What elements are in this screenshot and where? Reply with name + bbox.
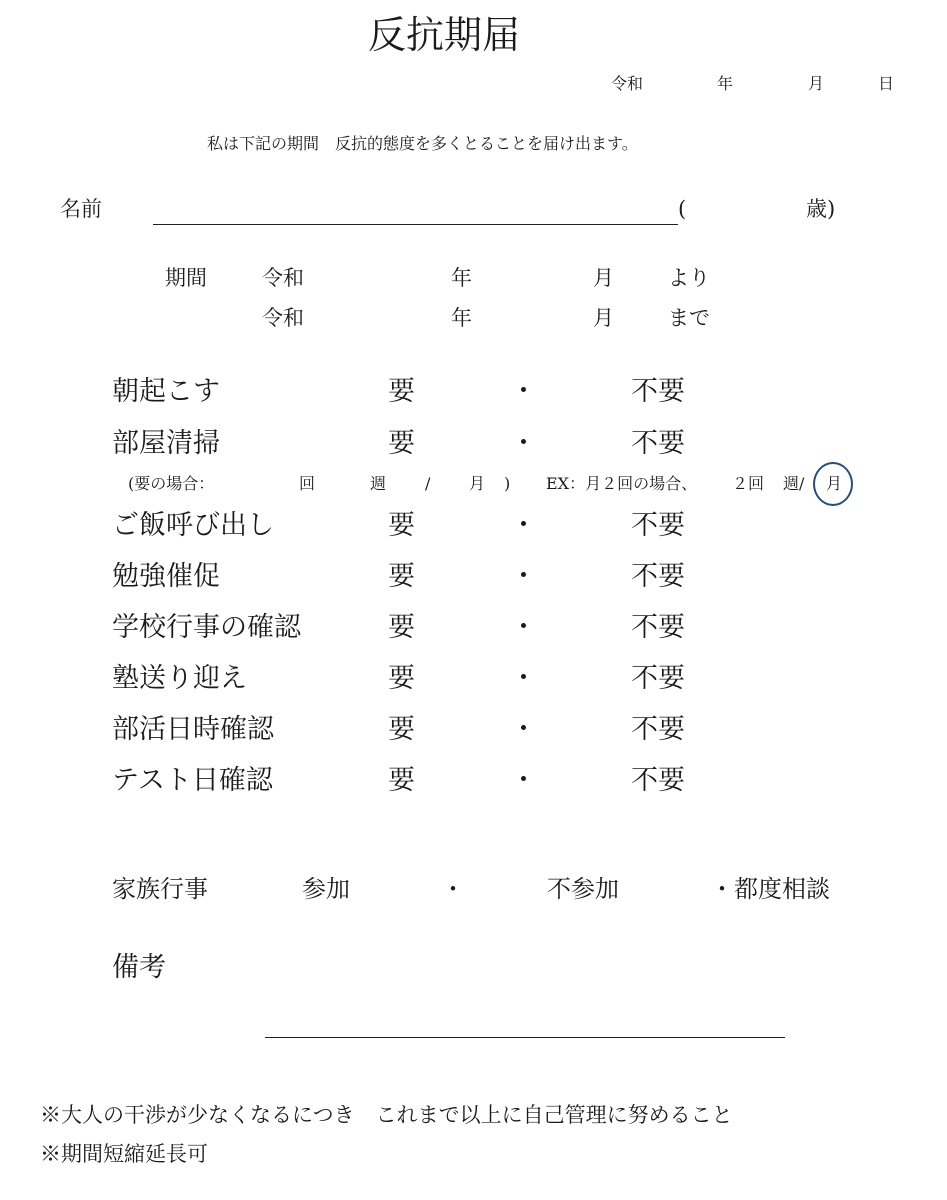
item-yes-option: 要 xyxy=(388,714,415,745)
cleaning-note-example-times: ２回 xyxy=(732,474,765,493)
item-yes-option: 要 xyxy=(388,510,415,541)
item-separator: ・ xyxy=(510,612,537,643)
intro-statement: 私は下記の期間 反抗的態度を多くとることを届け出ます。 xyxy=(207,134,638,153)
item-no-option: 不要 xyxy=(631,714,685,745)
item-no-option: 不要 xyxy=(631,428,685,459)
item-no-option: 不要 xyxy=(631,510,685,541)
date-year-unit: 年 xyxy=(717,74,734,93)
item-label: 学校行事の確認 xyxy=(112,612,301,643)
cleaning-note-close: ) xyxy=(504,474,511,493)
item-separator: ・ xyxy=(510,663,537,694)
period-from-year: 年 xyxy=(451,266,472,290)
item-yes-option: 要 xyxy=(388,663,415,694)
item-label: 朝起こす xyxy=(112,376,220,407)
note-line: ※大人の干渉が少なくなるにつき これまで以上に自己管理に努めること xyxy=(40,1103,733,1127)
family-events-label: 家族行事 xyxy=(112,875,208,903)
item-yes-option: 要 xyxy=(388,561,415,592)
item-no-option: 不要 xyxy=(631,663,685,694)
item-yes-option: 要 xyxy=(388,376,415,407)
cleaning-note-times: 回 xyxy=(299,474,316,493)
item-no-option: 不要 xyxy=(631,561,685,592)
period-to-suffix: まで xyxy=(668,306,710,330)
document-title: 反抗期届 xyxy=(368,13,521,57)
cleaning-note-week: 週 xyxy=(370,474,387,493)
note-line: ※期間短縮延長可 xyxy=(40,1142,208,1166)
item-label: 部活日時確認 xyxy=(112,714,274,745)
cleaning-note-example-week: 週/ xyxy=(783,474,805,493)
cleaning-note-month: 月 xyxy=(469,474,486,493)
family-no-join-option: 不参加 xyxy=(547,875,619,903)
item-separator: ・ xyxy=(510,561,537,592)
date-day-unit: 日 xyxy=(878,74,895,93)
family-consult-option: ・都度相談 xyxy=(710,875,830,903)
remarks-underline xyxy=(265,1037,785,1038)
period-from-era: 令和 xyxy=(262,266,304,290)
item-yes-option: 要 xyxy=(388,612,415,643)
cleaning-note-example-month: 月 xyxy=(826,474,843,493)
example-circle-mark xyxy=(813,462,853,506)
period-to-year: 年 xyxy=(451,306,472,330)
item-label: 部屋清掃 xyxy=(112,428,220,459)
item-separator: ・ xyxy=(510,376,537,407)
item-separator: ・ xyxy=(510,714,537,745)
item-no-option: 不要 xyxy=(631,376,685,407)
item-separator: ・ xyxy=(510,765,537,796)
age-unit: 歳) xyxy=(806,197,836,221)
item-separator: ・ xyxy=(510,510,537,541)
period-to-era: 令和 xyxy=(262,306,304,330)
family-join-option: 参加 xyxy=(302,875,350,903)
item-label: 塾送り迎え xyxy=(112,663,247,694)
period-to-month: 月 xyxy=(593,306,614,330)
cleaning-note-slash: / xyxy=(425,474,431,493)
date-month-unit: 月 xyxy=(808,74,825,93)
remarks-label: 備考 xyxy=(112,952,166,983)
item-label: ご飯呼び出し xyxy=(112,510,274,541)
item-yes-option: 要 xyxy=(388,428,415,459)
period-from-suffix: より xyxy=(668,266,710,290)
name-label: 名前 xyxy=(60,197,102,221)
cleaning-note-open: (要の場合： xyxy=(128,474,215,493)
item-no-option: 不要 xyxy=(631,765,685,796)
period-label: 期間 xyxy=(165,266,207,290)
period-from-month: 月 xyxy=(593,266,614,290)
item-no-option: 不要 xyxy=(631,612,685,643)
date-era: 令和 xyxy=(611,74,644,93)
item-label: 勉強催促 xyxy=(112,561,220,592)
item-separator: ・ xyxy=(510,428,537,459)
name-open-paren: ( xyxy=(678,197,687,221)
name-underline xyxy=(153,224,678,225)
item-yes-option: 要 xyxy=(388,765,415,796)
item-label: テスト日確認 xyxy=(112,765,273,796)
family-separator: ・ xyxy=(441,875,465,903)
cleaning-note-example: EX：月２回の場合、 xyxy=(546,474,698,493)
